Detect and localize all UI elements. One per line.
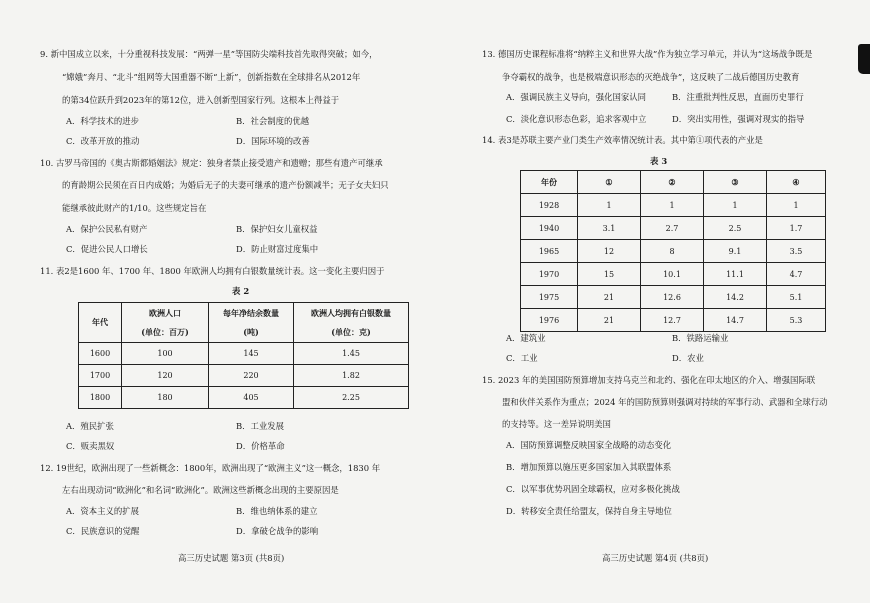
table-cell: 1975	[521, 286, 578, 309]
table-cell: 1700	[79, 365, 122, 387]
table-2-header-silver-label: 欧洲人均拥有白银数量	[311, 307, 391, 318]
table-2-header-surplus	[209, 303, 294, 343]
table-cell: 100	[122, 343, 209, 365]
table-2-header-population-label: 欧洲人口	[149, 307, 181, 318]
table-cell: 9.1	[704, 240, 767, 263]
table-cell: 1.7	[767, 217, 826, 240]
table-2-header-surplus-label: 每年净结余数量	[223, 307, 279, 318]
q14-option-b[interactable]: B．铁路运输业	[672, 333, 729, 343]
q13-line-2: 争夺霸权的战争，也是极端意识形态的灭绝战争”，这反映了二战后德国历史教育	[502, 72, 800, 82]
table-cell: 1	[578, 194, 641, 217]
scan-binder-clip	[858, 44, 870, 74]
q15-option-d[interactable]: D．转移安全责任给盟友，保持自身主导地位	[506, 506, 672, 516]
table-cell: 5.1	[767, 286, 826, 309]
q12-option-a[interactable]: A．资本主义的扩展	[66, 506, 140, 516]
table-cell: 220	[209, 365, 294, 387]
table-row	[79, 387, 409, 409]
q11-option-a[interactable]: A．殖民扩张	[66, 421, 114, 431]
table-3-header-2: ②	[641, 171, 704, 194]
table-cell: 1970	[521, 263, 578, 286]
q10-option-d[interactable]: D．防止财富过度集中	[236, 244, 319, 254]
table-cell: 2.25	[294, 387, 409, 409]
q15-line-2: 盟和伙伴关系作为重点；2024 年的国防预算则强调对持续的军事行动、武器和全球行动	[502, 397, 828, 407]
q13-option-a[interactable]: A．强调民族主义导向，强化国家认同	[506, 92, 647, 102]
table-cell: 405	[209, 387, 294, 409]
table-cell: 2.5	[704, 217, 767, 240]
q9-option-c[interactable]: C．改革开放的推动	[66, 136, 140, 146]
q9-option-b[interactable]: B．社会制度的优越	[236, 116, 310, 126]
q9-line-1: 9. 新中国成立以来，十分重视科技发展：“两弹一星”等国防尖端科技首先取得突破；如今，	[40, 49, 378, 59]
left-page-footer: 高三历史试题 第3页 (共8页)	[178, 553, 285, 563]
table-cell: 3.5	[767, 240, 826, 263]
q15-option-c[interactable]: C．以军事优势巩固全球霸权，应对多极化挑战	[506, 484, 680, 494]
table-cell: 21	[578, 286, 641, 309]
q10-line-1: 10. 古罗马帝国的《奥古斯都婚姻法》规定：独身者禁止接受遗产和遗赠；那些有遗产可继承	[40, 158, 383, 168]
table-row	[521, 217, 826, 240]
table-cell: 1940	[521, 217, 578, 240]
q14-option-c[interactable]: C．工业	[506, 353, 538, 363]
table-cell: 5.3	[767, 309, 826, 332]
q9-option-d[interactable]: D．国际环境的改善	[236, 136, 310, 146]
q13-option-b[interactable]: B．注重批判性反思，直面历史罪行	[672, 92, 804, 102]
q13-option-d[interactable]: D．突出实用性，强调对现实的指导	[672, 114, 805, 124]
table-3-caption: 表3	[650, 156, 671, 166]
table-cell: 21	[578, 309, 641, 332]
table-cell: 1800	[79, 387, 122, 409]
table-cell: 1	[641, 194, 704, 217]
q12-option-d[interactable]: D．拿破仑战争的影响	[236, 526, 319, 536]
table-cell: 120	[122, 365, 209, 387]
q11-option-d[interactable]: D．价格革命	[236, 441, 285, 451]
q11-option-c[interactable]: C．贩卖黑奴	[66, 441, 115, 451]
table-cell: 1.45	[294, 343, 409, 365]
table-2-header-surplus-unit: (吨)	[243, 326, 259, 337]
table-cell: 12.7	[641, 309, 704, 332]
q10-line-2: 的育龄期公民须在百日内成婚；为婚后无子的夫妻可继承的遗产份额减半；无子女夫妇只	[62, 180, 389, 190]
table-cell: 8	[641, 240, 704, 263]
q12-line-1: 12. 19世纪，欧洲出现了一些新概念：1800年，欧洲出现了“欧洲主义”这一概念，1830 年	[40, 463, 381, 473]
q14-option-a[interactable]: A．建筑业	[506, 333, 546, 343]
q10-option-b[interactable]: B．保护妇女儿童权益	[236, 224, 318, 234]
table-row	[79, 343, 409, 365]
table-row	[521, 240, 826, 263]
table-cell: 10.1	[641, 263, 704, 286]
table-cell: 1600	[79, 343, 122, 365]
table-cell: 4.7	[767, 263, 826, 286]
q13-line-1: 13. 德国历史课程标准将“纳粹主义和世界大战”作为独立学习单元，并认为“这场战争既是	[482, 49, 813, 59]
right-page	[440, 0, 870, 603]
table-cell: 1	[767, 194, 826, 217]
table-cell: 12.6	[641, 286, 704, 309]
q11-line-1: 11. 表2是1600 年、1700 年、1800 年欧洲人均拥有白银数量统计表。这一变化主要归因于	[40, 266, 385, 276]
q15-line-3: 的支持等。这一差异说明美国	[502, 419, 611, 429]
q15-option-a[interactable]: A．国防预算调整反映国家全战略的动态变化	[506, 440, 672, 450]
table-3-header-4: ④	[767, 171, 826, 194]
q10-option-c[interactable]: C．促进公民人口增长	[66, 244, 148, 254]
table-2-header-population-unit: (单位：百万)	[141, 326, 189, 337]
table-cell: 14.2	[704, 286, 767, 309]
table-2-header-year: 年代	[79, 303, 122, 343]
q12-line-2: 左右出现动词“欧洲化”和名词“欧洲化”。欧洲这些新概念出现的主要原因是	[62, 485, 339, 495]
table-3-header-3: ③	[704, 171, 767, 194]
table-cell: 1.82	[294, 365, 409, 387]
table-cell: 1965	[521, 240, 578, 263]
table-cell: 12	[578, 240, 641, 263]
table-row	[521, 309, 826, 332]
q10-option-a[interactable]: A．保护公民私有财产	[66, 224, 148, 234]
q9-option-a[interactable]: A．科学技术的进步	[66, 116, 140, 126]
table-3	[520, 170, 826, 332]
q10-line-3: 能继承彼此财产的1/10。这些规定旨在	[62, 203, 207, 213]
q15-option-b[interactable]: B．增加预算以施压更多国家加入其联盟体系	[506, 462, 672, 472]
table-cell: 145	[209, 343, 294, 365]
q9-line-3: 的第34位跃升到2023年的第12位，进入创新型国家行列。这根本上得益于	[62, 95, 340, 105]
table-row	[521, 263, 826, 286]
table-row	[79, 365, 409, 387]
right-page-footer: 高三历史试题 第4页 (共8页)	[602, 553, 709, 563]
table-cell: 11.1	[704, 263, 767, 286]
table-2-header-silver	[294, 303, 409, 343]
table-row	[521, 194, 826, 217]
table-cell: 15	[578, 263, 641, 286]
q12-option-b[interactable]: B．维也纳体系的建立	[236, 506, 318, 516]
table-2	[78, 302, 409, 409]
q14-option-d[interactable]: D．农业	[672, 353, 704, 363]
table-3-header-year: 年份	[521, 171, 578, 194]
table-cell: 1928	[521, 194, 578, 217]
q15-line-1: 15. 2023 年的美国国防预算增加支持乌克兰和北约、强化在印太地区的介入、增强国际联	[482, 375, 816, 385]
table-cell: 2.7	[641, 217, 704, 240]
table-cell: 14.7	[704, 309, 767, 332]
table-2-caption: 表2	[232, 286, 253, 296]
table-row	[521, 286, 826, 309]
table-cell: 1976	[521, 309, 578, 332]
table-cell: 180	[122, 387, 209, 409]
q11-option-b[interactable]: B．工业发展	[236, 421, 285, 431]
q14-line-1: 14. 表3是苏联主要产业门类生产效率情况统计表。其中第①项代表的产业是	[482, 135, 763, 145]
q12-option-c[interactable]: C．民族意识的觉醒	[66, 526, 140, 536]
table-3-header-1: ①	[578, 171, 641, 194]
table-cell: 3.1	[578, 217, 641, 240]
table-2-header-population	[122, 303, 209, 343]
q13-option-c[interactable]: C．淡化意识形态色彩，追求客观中立	[506, 114, 647, 124]
table-cell: 1	[704, 194, 767, 217]
q9-line-2: “嫦娥”奔月、“北斗”组网等大国重器不断“上新”，创新指数在全球排名从2012年	[62, 72, 361, 82]
table-2-header-silver-unit: (单位：克)	[331, 326, 371, 337]
